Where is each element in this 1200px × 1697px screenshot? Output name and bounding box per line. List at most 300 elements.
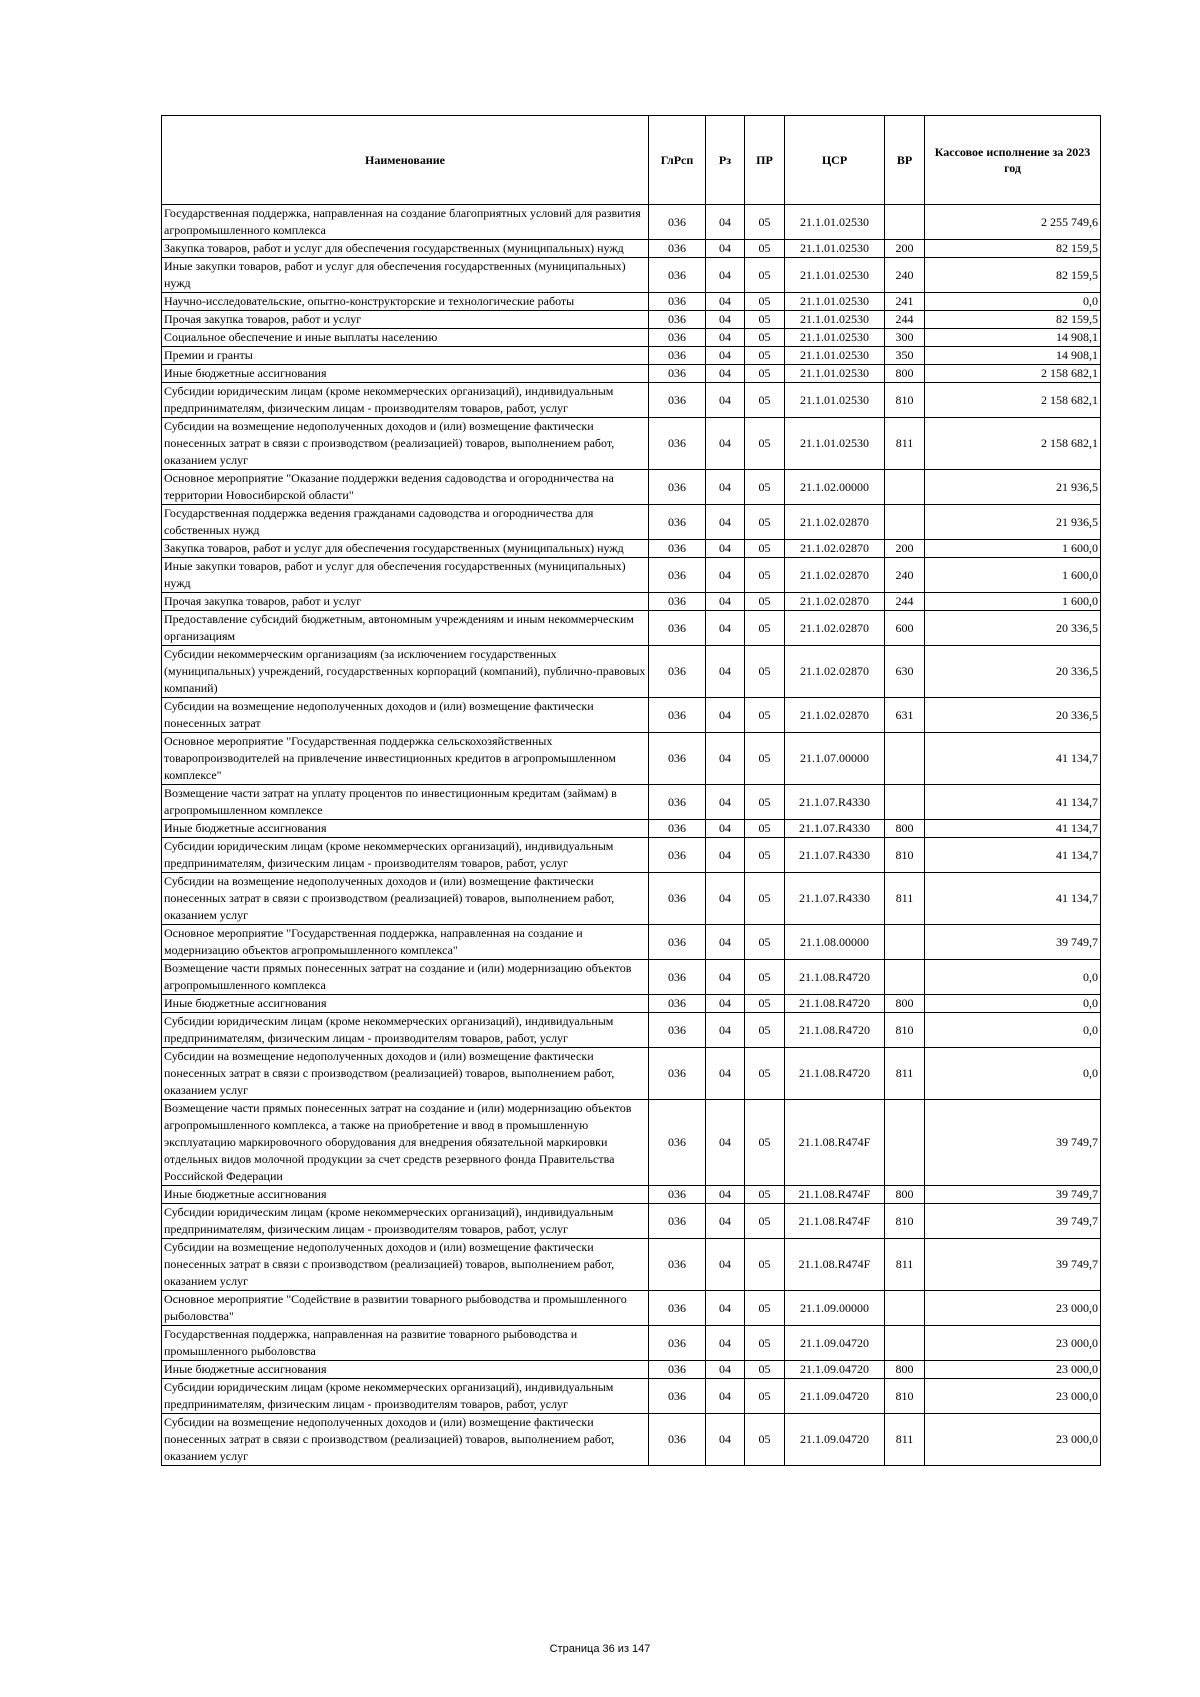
cell-vr: 631 [885, 698, 925, 733]
cell-name: Возмещение части затрат на уплату процентов по инвестиционным кредитам (займам) в агропромышленном комплексе [162, 785, 649, 820]
cell-rz: 04 [706, 1239, 745, 1291]
cell-pr: 05 [745, 1013, 785, 1048]
cell-pr: 05 [745, 505, 785, 540]
cell-rz: 04 [706, 593, 745, 611]
cell-csr: 21.1.02.02870 [785, 540, 885, 558]
cell-vr: 244 [885, 311, 925, 329]
table-row [162, 558, 1101, 593]
header-csr: ЦСР [785, 116, 885, 205]
cell-csr: 21.1.07.R4330 [785, 838, 885, 873]
cell-value: 39 749,7 [925, 1100, 1101, 1186]
cell-rz: 04 [706, 347, 745, 365]
cell-glrsp: 036 [649, 311, 706, 329]
cell-glrsp: 036 [649, 1414, 706, 1466]
cell-pr: 05 [745, 820, 785, 838]
cell-vr: 810 [885, 383, 925, 418]
table-row [162, 418, 1101, 470]
cell-name: Субсидии юридическим лицам (кроме некоммерческих организаций), индивидуальным предпринимателям, физическим лицам - производителям товаров, работ, услуг [162, 1204, 649, 1239]
cell-glrsp: 036 [649, 733, 706, 785]
cell-rz: 04 [706, 1204, 745, 1239]
table-row [162, 593, 1101, 611]
cell-csr: 21.1.01.02530 [785, 383, 885, 418]
cell-glrsp: 036 [649, 785, 706, 820]
cell-glrsp: 036 [649, 329, 706, 347]
cell-vr: 800 [885, 995, 925, 1013]
cell-value: 2 158 682,1 [925, 418, 1101, 470]
cell-name: Возмещение части прямых понесенных затрат на создание и (или) модернизацию объектов агропромышленного комплекса, а также на приобретение и ввод в промышленную эксплуатацию маркировочного оборудования для внедрения обязательной маркировки отдельных видов молочной продукции за счет средств резервного фонда Правительства Российской Федерации [162, 1100, 649, 1186]
cell-pr: 05 [745, 593, 785, 611]
table-row [162, 995, 1101, 1013]
cell-csr: 21.1.02.00000 [785, 470, 885, 505]
cell-name: Закупка товаров, работ и услуг для обеспечения государственных (муниципальных) нужд [162, 540, 649, 558]
cell-glrsp: 036 [649, 820, 706, 838]
cell-vr [885, 925, 925, 960]
cell-csr: 21.1.08.R474F [785, 1186, 885, 1204]
cell-rz: 04 [706, 383, 745, 418]
header-row [162, 116, 1101, 205]
cell-pr: 05 [745, 1204, 785, 1239]
cell-rz: 04 [706, 558, 745, 593]
cell-rz: 04 [706, 1186, 745, 1204]
cell-value: 0,0 [925, 293, 1101, 311]
cell-vr: 810 [885, 1379, 925, 1414]
cell-rz: 04 [706, 960, 745, 995]
cell-vr: 240 [885, 558, 925, 593]
cell-csr: 21.1.02.02870 [785, 646, 885, 698]
cell-pr: 05 [745, 960, 785, 995]
cell-pr: 05 [745, 838, 785, 873]
cell-vr: 600 [885, 611, 925, 646]
cell-csr: 21.1.02.02870 [785, 698, 885, 733]
cell-value: 39 749,7 [925, 1239, 1101, 1291]
cell-rz: 04 [706, 646, 745, 698]
cell-rz: 04 [706, 995, 745, 1013]
cell-rz: 04 [706, 925, 745, 960]
cell-value: 39 749,7 [925, 1204, 1101, 1239]
cell-pr: 05 [745, 258, 785, 293]
table-row [162, 347, 1101, 365]
cell-glrsp: 036 [649, 1186, 706, 1204]
cell-glrsp: 036 [649, 1239, 706, 1291]
cell-csr: 21.1.08.R4720 [785, 1013, 885, 1048]
cell-glrsp: 036 [649, 383, 706, 418]
cell-rz: 04 [706, 418, 745, 470]
cell-glrsp: 036 [649, 293, 706, 311]
cell-rz: 04 [706, 329, 745, 347]
cell-value: 41 134,7 [925, 785, 1101, 820]
cell-csr: 21.1.08.R474F [785, 1204, 885, 1239]
cell-glrsp: 036 [649, 347, 706, 365]
cell-pr: 05 [745, 733, 785, 785]
cell-name: Субсидии юридическим лицам (кроме некоммерческих организаций), индивидуальным предпринимателям, физическим лицам - производителям товаров, работ, услуг [162, 838, 649, 873]
cell-csr: 21.1.08.R474F [785, 1239, 885, 1291]
cell-value: 1 600,0 [925, 593, 1101, 611]
cell-rz: 04 [706, 733, 745, 785]
cell-value: 23 000,0 [925, 1379, 1101, 1414]
cell-glrsp: 036 [649, 418, 706, 470]
table-row [162, 1013, 1101, 1048]
cell-value: 2 255 749,6 [925, 205, 1101, 240]
cell-csr: 21.1.07.00000 [785, 733, 885, 785]
header-name: Наименование [162, 116, 649, 205]
cell-rz: 04 [706, 1326, 745, 1361]
cell-name: Иные бюджетные ассигнования [162, 995, 649, 1013]
cell-value: 82 159,5 [925, 240, 1101, 258]
cell-vr: 811 [885, 1048, 925, 1100]
cell-glrsp: 036 [649, 873, 706, 925]
cell-glrsp: 036 [649, 258, 706, 293]
table-row [162, 505, 1101, 540]
table-row [162, 925, 1101, 960]
cell-glrsp: 036 [649, 540, 706, 558]
cell-pr: 05 [745, 1186, 785, 1204]
cell-pr: 05 [745, 1048, 785, 1100]
cell-rz: 04 [706, 540, 745, 558]
cell-rz: 04 [706, 1048, 745, 1100]
cell-rz: 04 [706, 873, 745, 925]
table-row [162, 1414, 1101, 1466]
cell-rz: 04 [706, 470, 745, 505]
table-row [162, 1204, 1101, 1239]
cell-csr: 21.1.08.R474F [785, 1100, 885, 1186]
cell-pr: 05 [745, 611, 785, 646]
header-pr: ПР [745, 116, 785, 205]
cell-rz: 04 [706, 1291, 745, 1326]
cell-name: Премии и гранты [162, 347, 649, 365]
cell-name: Основное мероприятие "Государственная поддержка сельскохозяйственных товаропроизводителей на привлечение инвестиционных кредитов в агропромышленном комплексе" [162, 733, 649, 785]
cell-glrsp: 036 [649, 1013, 706, 1048]
cell-pr: 05 [745, 240, 785, 258]
cell-pr: 05 [745, 293, 785, 311]
cell-rz: 04 [706, 698, 745, 733]
header-rz: Рз [706, 116, 745, 205]
cell-glrsp: 036 [649, 925, 706, 960]
cell-name: Основное мероприятие "Оказание поддержки ведения садоводства и огородничества на территории Новосибирской области" [162, 470, 649, 505]
cell-value: 1 600,0 [925, 558, 1101, 593]
cell-value: 20 336,5 [925, 611, 1101, 646]
cell-name: Иные закупки товаров, работ и услуг для обеспечения государственных (муниципальных) нужд [162, 258, 649, 293]
cell-csr: 21.1.01.02530 [785, 258, 885, 293]
cell-rz: 04 [706, 1013, 745, 1048]
cell-value: 14 908,1 [925, 329, 1101, 347]
cell-glrsp: 036 [649, 698, 706, 733]
cell-pr: 05 [745, 329, 785, 347]
cell-vr: 811 [885, 1239, 925, 1291]
cell-rz: 04 [706, 505, 745, 540]
table-row [162, 960, 1101, 995]
cell-value: 0,0 [925, 995, 1101, 1013]
cell-rz: 04 [706, 365, 745, 383]
table-row [162, 873, 1101, 925]
table-body [162, 205, 1101, 1466]
cell-name: Субсидии юридическим лицам (кроме некоммерческих организаций), индивидуальным предпринимателям, физическим лицам - производителям товаров, работ, услуг [162, 383, 649, 418]
cell-csr: 21.1.01.02530 [785, 205, 885, 240]
cell-glrsp: 036 [649, 558, 706, 593]
cell-csr: 21.1.09.04720 [785, 1414, 885, 1466]
cell-name: Возмещение части прямых понесенных затрат на создание и (или) модернизацию объектов агропромышленного комплекса [162, 960, 649, 995]
cell-vr [885, 733, 925, 785]
cell-name: Основное мероприятие "Содействие в развитии товарного рыбоводства и промышленного рыболовства" [162, 1291, 649, 1326]
cell-pr: 05 [745, 558, 785, 593]
cell-value: 1 600,0 [925, 540, 1101, 558]
cell-pr: 05 [745, 873, 785, 925]
table-row [162, 1379, 1101, 1414]
cell-pr: 05 [745, 470, 785, 505]
cell-glrsp: 036 [649, 646, 706, 698]
cell-csr: 21.1.08.R4720 [785, 1048, 885, 1100]
cell-csr: 21.1.09.04720 [785, 1326, 885, 1361]
cell-name: Закупка товаров, работ и услуг для обеспечения государственных (муниципальных) нужд [162, 240, 649, 258]
cell-glrsp: 036 [649, 593, 706, 611]
cell-csr: 21.1.08.00000 [785, 925, 885, 960]
cell-glrsp: 036 [649, 611, 706, 646]
table-header [162, 116, 1101, 205]
cell-name: Государственная поддержка ведения гражданами садоводства и огородничества для собственных нужд [162, 505, 649, 540]
cell-vr: 810 [885, 1204, 925, 1239]
table-row [162, 611, 1101, 646]
cell-vr: 811 [885, 873, 925, 925]
cell-rz: 04 [706, 820, 745, 838]
cell-value: 2 158 682,1 [925, 365, 1101, 383]
cell-pr: 05 [745, 698, 785, 733]
cell-pr: 05 [745, 540, 785, 558]
cell-vr [885, 960, 925, 995]
cell-csr: 21.1.02.02870 [785, 593, 885, 611]
cell-value: 39 749,7 [925, 1186, 1101, 1204]
header-glrsp: ГлРсп [649, 116, 706, 205]
cell-name: Прочая закупка товаров, работ и услуг [162, 311, 649, 329]
table-row [162, 540, 1101, 558]
cell-rz: 04 [706, 1414, 745, 1466]
cell-vr: 350 [885, 347, 925, 365]
cell-csr: 21.1.02.02870 [785, 505, 885, 540]
cell-value: 0,0 [925, 960, 1101, 995]
cell-csr: 21.1.01.02530 [785, 329, 885, 347]
cell-name: Субсидии на возмещение недополученных доходов и (или) возмещение фактически понесенных затрат в связи с производством (реализацией) товаров, выполнением работ, оказанием услуг [162, 1048, 649, 1100]
cell-value: 41 134,7 [925, 838, 1101, 873]
cell-value: 14 908,1 [925, 347, 1101, 365]
cell-pr: 05 [745, 925, 785, 960]
cell-glrsp: 036 [649, 995, 706, 1013]
cell-vr: 200 [885, 540, 925, 558]
cell-pr: 05 [745, 1100, 785, 1186]
cell-pr: 05 [745, 365, 785, 383]
cell-name: Субсидии на возмещение недополученных доходов и (или) возмещение фактически понесенных затрат [162, 698, 649, 733]
cell-value: 21 936,5 [925, 505, 1101, 540]
cell-vr [885, 1291, 925, 1326]
cell-value: 41 134,7 [925, 820, 1101, 838]
cell-vr: 811 [885, 1414, 925, 1466]
cell-vr: 810 [885, 1013, 925, 1048]
cell-name: Иные бюджетные ассигнования [162, 1186, 649, 1204]
cell-value: 23 000,0 [925, 1326, 1101, 1361]
table-row [162, 1048, 1101, 1100]
cell-name: Иные закупки товаров, работ и услуг для обеспечения государственных (муниципальных) нужд [162, 558, 649, 593]
cell-vr: 810 [885, 838, 925, 873]
table-row [162, 293, 1101, 311]
cell-pr: 05 [745, 646, 785, 698]
cell-name: Научно-исследовательские, опытно-конструкторские и технологические работы [162, 293, 649, 311]
cell-rz: 04 [706, 258, 745, 293]
cell-name: Иные бюджетные ассигнования [162, 1361, 649, 1379]
cell-vr [885, 505, 925, 540]
header-vr: ВР [885, 116, 925, 205]
cell-rz: 04 [706, 240, 745, 258]
cell-name: Основное мероприятие "Государственная поддержка, направленная на создание и модернизацию объектов агропромышленного комплекса" [162, 925, 649, 960]
cell-csr: 21.1.07.R4330 [785, 820, 885, 838]
cell-vr [885, 1100, 925, 1186]
cell-rz: 04 [706, 293, 745, 311]
cell-name: Государственная поддержка, направленная на создание благоприятных условий для развития агропромышленного комплекса [162, 205, 649, 240]
cell-name: Иные бюджетные ассигнования [162, 820, 649, 838]
cell-pr: 05 [745, 1361, 785, 1379]
table-row [162, 1100, 1101, 1186]
table-row [162, 365, 1101, 383]
cell-csr: 21.1.01.02530 [785, 311, 885, 329]
table-row [162, 1239, 1101, 1291]
cell-name: Субсидии на возмещение недополученных доходов и (или) возмещение фактически понесенных затрат в связи с производством (реализацией) товаров, выполнением работ, оказанием услуг [162, 1414, 649, 1466]
cell-csr: 21.1.01.02530 [785, 365, 885, 383]
table-row [162, 205, 1101, 240]
cell-vr: 300 [885, 329, 925, 347]
cell-csr: 21.1.01.02530 [785, 293, 885, 311]
cell-vr: 800 [885, 1361, 925, 1379]
cell-pr: 05 [745, 311, 785, 329]
cell-vr: 811 [885, 418, 925, 470]
cell-vr [885, 1326, 925, 1361]
cell-pr: 05 [745, 1291, 785, 1326]
cell-rz: 04 [706, 205, 745, 240]
cell-value: 20 336,5 [925, 646, 1101, 698]
cell-name: Субсидии на возмещение недополученных доходов и (или) возмещение фактически понесенных затрат в связи с производством (реализацией) товаров, выполнением работ, оказанием услуг [162, 873, 649, 925]
cell-vr: 630 [885, 646, 925, 698]
table-row [162, 733, 1101, 785]
table-row [162, 240, 1101, 258]
cell-pr: 05 [745, 785, 785, 820]
cell-glrsp: 036 [649, 240, 706, 258]
cell-value: 21 936,5 [925, 470, 1101, 505]
cell-name: Иные бюджетные ассигнования [162, 365, 649, 383]
cell-value: 23 000,0 [925, 1414, 1101, 1466]
cell-csr: 21.1.07.R4330 [785, 873, 885, 925]
cell-rz: 04 [706, 311, 745, 329]
cell-rz: 04 [706, 838, 745, 873]
header-value: Кассовое исполнение за 2023 год [925, 116, 1101, 205]
cell-csr: 21.1.08.R4720 [785, 960, 885, 995]
table-row [162, 820, 1101, 838]
cell-vr: 240 [885, 258, 925, 293]
table-row [162, 1291, 1101, 1326]
cell-value: 82 159,5 [925, 258, 1101, 293]
cell-glrsp: 036 [649, 960, 706, 995]
cell-value: 41 134,7 [925, 873, 1101, 925]
cell-value: 39 749,7 [925, 925, 1101, 960]
cell-glrsp: 036 [649, 205, 706, 240]
page-footer: Страница 36 из 147 [549, 1643, 651, 1655]
cell-rz: 04 [706, 785, 745, 820]
cell-value: 0,0 [925, 1013, 1101, 1048]
cell-name: Субсидии на возмещение недополученных доходов и (или) возмещение фактически понесенных затрат в связи с производством (реализацией) товаров, выполнением работ, оказанием услуг [162, 418, 649, 470]
cell-pr: 05 [745, 995, 785, 1013]
cell-name: Прочая закупка товаров, работ и услуг [162, 593, 649, 611]
table-row [162, 470, 1101, 505]
cell-value: 0,0 [925, 1048, 1101, 1100]
cell-glrsp: 036 [649, 838, 706, 873]
cell-rz: 04 [706, 1100, 745, 1186]
cell-vr: 800 [885, 365, 925, 383]
cell-value: 23 000,0 [925, 1361, 1101, 1379]
cell-pr: 05 [745, 347, 785, 365]
cell-glrsp: 036 [649, 1291, 706, 1326]
table-row [162, 1361, 1101, 1379]
cell-pr: 05 [745, 1414, 785, 1466]
cell-name: Субсидии некоммерческим организациям (за исключением государственных (муниципальных) учреждений, государственных корпораций (компаний), публично-правовых компаний) [162, 646, 649, 698]
cell-value: 41 134,7 [925, 733, 1101, 785]
table-row [162, 838, 1101, 873]
cell-pr: 05 [745, 1326, 785, 1361]
cell-name: Субсидии юридическим лицам (кроме некоммерческих организаций), индивидуальным предпринимателям, физическим лицам - производителям товаров, работ, услуг [162, 1379, 649, 1414]
cell-glrsp: 036 [649, 470, 706, 505]
cell-pr: 05 [745, 1239, 785, 1291]
table-row [162, 1186, 1101, 1204]
cell-glrsp: 036 [649, 1361, 706, 1379]
cell-csr: 21.1.07.R4330 [785, 785, 885, 820]
cell-value: 82 159,5 [925, 311, 1101, 329]
cell-glrsp: 036 [649, 1326, 706, 1361]
cell-pr: 05 [745, 418, 785, 470]
cell-csr: 21.1.01.02530 [785, 240, 885, 258]
table-row [162, 646, 1101, 698]
cell-csr: 21.1.01.02530 [785, 347, 885, 365]
cell-value: 20 336,5 [925, 698, 1101, 733]
cell-glrsp: 036 [649, 1204, 706, 1239]
table-row [162, 329, 1101, 347]
cell-value: 2 158 682,1 [925, 383, 1101, 418]
cell-name: Социальное обеспечение и иные выплаты населению [162, 329, 649, 347]
cell-vr: 800 [885, 1186, 925, 1204]
budget-table [161, 115, 1101, 1466]
cell-vr [885, 470, 925, 505]
cell-glrsp: 036 [649, 505, 706, 540]
cell-name: Субсидии юридическим лицам (кроме некоммерческих организаций), индивидуальным предпринимателям, физическим лицам - производителям товаров, работ, услуг [162, 1013, 649, 1048]
cell-rz: 04 [706, 1379, 745, 1414]
cell-csr: 21.1.02.02870 [785, 611, 885, 646]
cell-glrsp: 036 [649, 365, 706, 383]
cell-glrsp: 036 [649, 1379, 706, 1414]
cell-vr: 200 [885, 240, 925, 258]
cell-name: Предоставление субсидий бюджетным, автономным учреждениям и иным некоммерческим организациям [162, 611, 649, 646]
table-row [162, 698, 1101, 733]
cell-vr: 800 [885, 820, 925, 838]
cell-name: Государственная поддержка, направленная на развитие товарного рыбоводства и промышленного рыболовства [162, 1326, 649, 1361]
cell-glrsp: 036 [649, 1100, 706, 1186]
cell-csr: 21.1.02.02870 [785, 558, 885, 593]
table-row [162, 1326, 1101, 1361]
cell-vr [885, 785, 925, 820]
cell-csr: 21.1.09.00000 [785, 1291, 885, 1326]
table-row [162, 258, 1101, 293]
cell-vr: 241 [885, 293, 925, 311]
table-row [162, 785, 1101, 820]
cell-rz: 04 [706, 611, 745, 646]
cell-pr: 05 [745, 1379, 785, 1414]
cell-vr: 244 [885, 593, 925, 611]
cell-csr: 21.1.09.04720 [785, 1361, 885, 1379]
cell-name: Субсидии на возмещение недополученных доходов и (или) возмещение фактически понесенных затрат в связи с производством (реализацией) товаров, выполнением работ, оказанием услуг [162, 1239, 649, 1291]
cell-glrsp: 036 [649, 1048, 706, 1100]
cell-rz: 04 [706, 1361, 745, 1379]
cell-pr: 05 [745, 205, 785, 240]
